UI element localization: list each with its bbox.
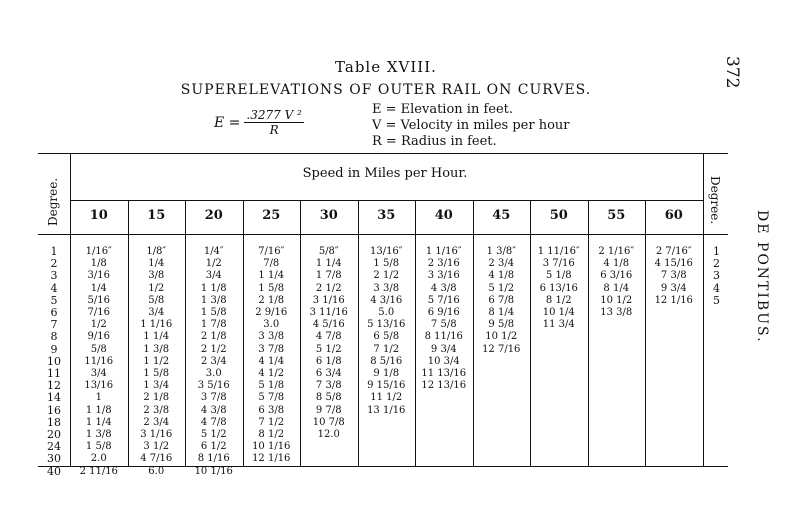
header-divider bbox=[70, 200, 703, 201]
degree-cell: 5 bbox=[50, 293, 58, 307]
elevation-cell: 2 1/8 bbox=[258, 294, 285, 306]
elevation-cell: 1 7/8 bbox=[200, 319, 227, 331]
elevation-cell: 10 3/4 bbox=[427, 355, 460, 367]
elevation-cell: 7 1/2 bbox=[373, 343, 400, 355]
degree-column-left bbox=[38, 246, 70, 478]
elevation-cell: 6 9/16 bbox=[427, 307, 460, 319]
elevation-cell: 11 3/4 bbox=[542, 319, 575, 331]
speed-column-15 bbox=[128, 246, 186, 478]
speed-column-40 bbox=[415, 246, 473, 392]
speed-header-55: 55 bbox=[607, 208, 626, 223]
elevation-cell: 7 5/8 bbox=[430, 319, 457, 331]
elevation-cell: 1 1/16 bbox=[140, 319, 173, 331]
elevation-cell: 5 1/2 bbox=[200, 429, 227, 441]
elevation-cell: 9 1/8 bbox=[373, 368, 400, 380]
elevation-cell: 8 5/16 bbox=[370, 355, 403, 367]
degree-cell: 14 bbox=[47, 391, 61, 405]
elevation-cell: 1 5/8 bbox=[200, 307, 227, 319]
formula bbox=[214, 108, 304, 137]
degree-cell: 6 bbox=[50, 306, 58, 320]
elevation-cell: 8 1/4 bbox=[488, 307, 515, 319]
elevation-cell: 1 5/8 bbox=[373, 258, 400, 270]
elevation-cell: 12 13/16 bbox=[421, 380, 467, 392]
degree-header-right: Degree. bbox=[708, 176, 722, 225]
degree-cell: 40 bbox=[47, 464, 61, 478]
elevation-cell: 10 1/16 bbox=[252, 441, 291, 453]
elevation-cell: 12 1/16 bbox=[654, 294, 693, 306]
degree-cell: 1 bbox=[713, 245, 720, 258]
elevation-cell: 13 3/8 bbox=[600, 307, 633, 319]
column-rule bbox=[530, 200, 531, 466]
superelevation-table bbox=[38, 153, 728, 478]
elevation-cell: 3/16 bbox=[87, 270, 110, 282]
elevation-cell: 1/16″ bbox=[85, 246, 112, 257]
elevation-cell: 6 1/8 bbox=[315, 355, 342, 367]
elevation-cell: 2 1/2 bbox=[200, 343, 227, 355]
degree-cell: 30 bbox=[47, 452, 61, 466]
elevation-cell: 3 7/16 bbox=[542, 258, 575, 270]
speed-header-40: 40 bbox=[434, 208, 453, 223]
elevation-cell: 1 5/8 bbox=[85, 441, 112, 453]
elevation-cell: 6 3/8 bbox=[258, 404, 285, 416]
running-title: DE PONTIBUS. bbox=[754, 210, 770, 344]
elevation-cell: 5/16 bbox=[87, 294, 110, 306]
elevation-cell: 11/16 bbox=[84, 355, 114, 367]
elevation-cell: 4 3/16 bbox=[370, 294, 403, 306]
elevation-cell: 1 3/8 bbox=[85, 429, 112, 441]
elevation-cell: 1/8 bbox=[90, 258, 107, 270]
elevation-cell: 10 1/4 bbox=[542, 307, 575, 319]
elevation-cell: 1/2 bbox=[90, 319, 107, 331]
elevation-cell: 7/16″ bbox=[258, 246, 285, 257]
elevation-cell: 1 3/8 bbox=[200, 294, 227, 306]
formula-lhs: E = bbox=[214, 114, 241, 131]
elevation-cell: 9 3/4 bbox=[660, 282, 687, 294]
column-rule bbox=[588, 200, 589, 466]
speed-column-35 bbox=[358, 246, 416, 417]
elevation-cell: 1/2 bbox=[148, 282, 165, 294]
degree-cell: 9 bbox=[50, 342, 58, 356]
legend-line-v: V = Velocity in miles per hour bbox=[372, 118, 570, 133]
elevation-cell: 7/16 bbox=[87, 307, 110, 319]
elevation-cell: 1 5/8 bbox=[258, 282, 285, 294]
elevation-cell: 6 5/8 bbox=[373, 331, 400, 343]
elevation-cell: 6 13/16 bbox=[539, 282, 578, 294]
elevation-cell: 4 1/2 bbox=[258, 368, 285, 380]
page-number: 372 bbox=[722, 56, 742, 89]
elevation-cell: 2.0 bbox=[90, 453, 107, 465]
degree-cell: 1 bbox=[50, 245, 58, 258]
speed-column-55 bbox=[588, 246, 646, 319]
elevation-cell: 1 1/2 bbox=[143, 355, 170, 367]
elevation-cell: 3 3/16 bbox=[427, 270, 460, 282]
elevation-cell: 5/8 bbox=[90, 343, 107, 355]
speed-column-25 bbox=[243, 246, 301, 466]
speed-header-25: 25 bbox=[262, 208, 281, 223]
elevation-cell: 6 3/16 bbox=[600, 270, 633, 282]
elevation-cell: 3.0 bbox=[263, 319, 280, 331]
formula-numerator: .3277 V ² bbox=[246, 108, 302, 122]
degree-column-right bbox=[703, 246, 731, 307]
elevation-cell: 9/16 bbox=[87, 331, 110, 343]
elevation-cell: 8 1/2 bbox=[258, 429, 285, 441]
elevation-cell: 3 3/8 bbox=[373, 282, 400, 294]
elevation-cell: 3 11/16 bbox=[309, 307, 348, 319]
elevation-cell: 4 5/16 bbox=[312, 319, 345, 331]
elevation-cell: 12.0 bbox=[317, 429, 340, 441]
elevation-cell: 3 5/16 bbox=[197, 380, 230, 392]
elevation-cell: 5 1/8 bbox=[258, 380, 285, 392]
formula-denominator: R bbox=[269, 123, 279, 137]
elevation-cell: 1 3/8″ bbox=[486, 246, 516, 257]
degree-cell: 18 bbox=[47, 415, 61, 429]
elevation-cell: 4 1/8 bbox=[488, 270, 515, 282]
elevation-cell: 2 1/2 bbox=[315, 282, 342, 294]
elevation-cell: 5 1/2 bbox=[315, 343, 342, 355]
elevation-cell: 5 1/8 bbox=[545, 270, 572, 282]
formula-fraction bbox=[244, 108, 303, 137]
elevation-cell: 10 1/2 bbox=[485, 331, 518, 343]
elevation-cell: 10 7/8 bbox=[312, 416, 345, 428]
elevation-cell: 4 1/4 bbox=[258, 355, 285, 367]
degree-cell: 3 bbox=[50, 269, 58, 283]
elevation-cell: 7 3/8 bbox=[315, 380, 342, 392]
elevation-cell: 4 3/8 bbox=[430, 282, 457, 294]
elevation-cell: 4 1/8 bbox=[603, 258, 630, 270]
elevation-cell: 6 3/4 bbox=[315, 368, 342, 380]
elevation-cell: 3/4 bbox=[90, 368, 107, 380]
degree-cell: 2 bbox=[713, 257, 720, 271]
degree-cell: 20 bbox=[47, 428, 61, 442]
speed-column-60 bbox=[645, 246, 703, 307]
degree-cell: 2 bbox=[50, 257, 58, 271]
elevation-cell: 6.0 bbox=[148, 465, 165, 477]
elevation-cell: 1/4″ bbox=[203, 246, 224, 257]
speed-header-15: 15 bbox=[147, 208, 166, 223]
speed-header-60: 60 bbox=[664, 208, 683, 223]
elevation-cell: 6 7/8 bbox=[488, 294, 515, 306]
legend-line-e: E = Elevation in feet. bbox=[372, 102, 514, 117]
elevation-cell: 8 1/2 bbox=[545, 294, 572, 306]
elevation-cell: 9 7/8 bbox=[315, 404, 342, 416]
elevation-cell: 3 7/8 bbox=[200, 392, 227, 404]
table-subtitle: SUPERELEVATIONS OF OUTER RAIL ON CURVES. bbox=[180, 82, 592, 98]
elevation-cell: 3/4 bbox=[205, 270, 222, 282]
elevation-cell: 5 7/16 bbox=[427, 294, 460, 306]
speed-column-30 bbox=[300, 246, 358, 441]
elevation-cell: 1 1/8 bbox=[200, 282, 227, 294]
elevation-cell: 4 7/16 bbox=[140, 453, 173, 465]
elevation-cell: 5 13/16 bbox=[367, 319, 406, 331]
column-rule bbox=[645, 200, 646, 466]
elevation-cell: 1 5/8 bbox=[143, 368, 170, 380]
speed-header-35: 35 bbox=[377, 208, 396, 223]
elevation-cell: 12 1/16 bbox=[252, 453, 291, 465]
speed-column-45 bbox=[473, 246, 531, 356]
elevation-cell: 2 1/8 bbox=[143, 392, 170, 404]
elevation-cell: 5.0 bbox=[378, 307, 395, 319]
elevation-cell: 5 7/8 bbox=[258, 392, 285, 404]
elevation-cell: 1 1/4 bbox=[143, 331, 170, 343]
elevation-cell: 8 11/16 bbox=[424, 331, 463, 343]
elevation-cell: 2 3/4 bbox=[200, 355, 227, 367]
elevation-cell: 1 1/4 bbox=[258, 270, 285, 282]
elevation-cell: 13/16″ bbox=[369, 246, 403, 257]
elevation-cell: 1 1/4 bbox=[315, 258, 342, 270]
speed-column-10 bbox=[70, 246, 128, 478]
speed-header: Speed in Miles per Hour. bbox=[302, 166, 468, 181]
degree-cell: 7 bbox=[50, 318, 58, 332]
table-title: Table XVIII. bbox=[335, 58, 437, 76]
elevation-cell: 7 1/2 bbox=[258, 416, 285, 428]
speed-header-30: 30 bbox=[319, 208, 338, 223]
elevation-cell: 2 3/4 bbox=[143, 416, 170, 428]
elevation-cell: 3 7/8 bbox=[258, 343, 285, 355]
elevation-cell: 8 1/16 bbox=[197, 453, 230, 465]
elevation-cell: 7/8 bbox=[263, 258, 280, 270]
degree-cell: 5 bbox=[713, 293, 720, 307]
elevation-cell: 1/4 bbox=[90, 282, 107, 294]
elevation-cell: 10 1/16 bbox=[194, 465, 233, 477]
speed-column-50 bbox=[530, 246, 588, 331]
elevation-cell: 3/8 bbox=[148, 270, 165, 282]
elevation-cell: 1 3/4 bbox=[143, 380, 170, 392]
degree-cell: 4 bbox=[50, 281, 58, 295]
elevation-cell: 3 1/2 bbox=[143, 441, 170, 453]
elevation-cell: 9 5/8 bbox=[488, 319, 515, 331]
degree-cell: 24 bbox=[47, 440, 61, 454]
degree-cell: 10 bbox=[47, 354, 61, 368]
elevation-cell: 1/8″ bbox=[146, 246, 167, 257]
elevation-cell: 8 5/8 bbox=[315, 392, 342, 404]
elevation-cell: 1/2 bbox=[205, 258, 222, 270]
elevation-cell: 9 3/4 bbox=[430, 343, 457, 355]
elevation-cell: 2 3/4 bbox=[488, 258, 515, 270]
elevation-cell: 1/4 bbox=[148, 258, 165, 270]
speed-header-45: 45 bbox=[492, 208, 511, 223]
speed-header-10: 10 bbox=[89, 208, 108, 223]
elevation-cell: 2 3/8 bbox=[143, 404, 170, 416]
elevation-cell: 10 1/2 bbox=[600, 294, 633, 306]
elevation-cell: 3.0 bbox=[205, 368, 222, 380]
legend-line-r: R = Radius in feet. bbox=[372, 134, 497, 149]
elevation-cell: 11 1/2 bbox=[370, 392, 403, 404]
elevation-cell: 8 1/4 bbox=[603, 282, 630, 294]
elevation-cell: 2 9/16 bbox=[255, 307, 288, 319]
elevation-cell: 5 1/2 bbox=[488, 282, 515, 294]
formula-legend bbox=[372, 102, 570, 150]
elevation-cell: 3 1/16 bbox=[312, 294, 345, 306]
degree-cell: 4 bbox=[713, 281, 720, 295]
elevation-cell: 2 11/16 bbox=[79, 465, 118, 477]
elevation-cell: 1 7/8 bbox=[315, 270, 342, 282]
speed-header-20: 20 bbox=[204, 208, 223, 223]
elevation-cell: 4 3/8 bbox=[200, 404, 227, 416]
elevation-cell: 1 1/16″ bbox=[425, 246, 462, 257]
elevation-cell: 13/16 bbox=[84, 380, 114, 392]
elevation-cell: 3 3/8 bbox=[258, 331, 285, 343]
elevation-cell: 13 1/16 bbox=[367, 404, 406, 416]
body-divider bbox=[38, 234, 728, 235]
degree-cell: 8 bbox=[50, 330, 58, 344]
degree-cell: 12 bbox=[47, 379, 61, 393]
elevation-cell: 4 7/8 bbox=[200, 416, 227, 428]
elevation-cell: 1 3/8 bbox=[143, 343, 170, 355]
elevation-cell: 2 1/8 bbox=[200, 331, 227, 343]
elevation-cell: 1 1/4 bbox=[85, 416, 112, 428]
speed-header-50: 50 bbox=[549, 208, 568, 223]
elevation-cell: 11 13/16 bbox=[421, 368, 467, 380]
elevation-cell: 1 11/16″ bbox=[537, 246, 580, 257]
elevation-cell: 7 3/8 bbox=[660, 270, 687, 282]
degree-header-left: Degree. bbox=[46, 177, 60, 226]
degree-cell: 3 bbox=[713, 269, 720, 283]
elevation-cell: 12 7/16 bbox=[482, 343, 521, 355]
elevation-cell: 4 15/16 bbox=[654, 258, 693, 270]
elevation-cell: 1 bbox=[95, 392, 102, 404]
elevation-cell: 2 1/2 bbox=[373, 270, 400, 282]
elevation-cell: 5/8″ bbox=[318, 246, 339, 257]
elevation-cell: 1 1/8 bbox=[85, 404, 112, 416]
elevation-cell: 9 15/16 bbox=[367, 380, 406, 392]
elevation-cell: 3/4 bbox=[148, 307, 165, 319]
elevation-cell: 6 1/2 bbox=[200, 441, 227, 453]
elevation-cell: 4 7/8 bbox=[315, 331, 342, 343]
column-rule bbox=[703, 154, 704, 466]
elevation-cell: 5/8 bbox=[148, 294, 165, 306]
elevation-cell: 2 7/16″ bbox=[655, 246, 692, 257]
elevation-cell: 2 3/16 bbox=[427, 258, 460, 270]
degree-cell: 16 bbox=[47, 403, 61, 417]
degree-cell: 11 bbox=[47, 367, 61, 381]
speed-column-20 bbox=[185, 246, 243, 478]
elevation-cell: 2 1/16″ bbox=[598, 246, 635, 257]
elevation-cell: 3 1/16 bbox=[140, 429, 173, 441]
